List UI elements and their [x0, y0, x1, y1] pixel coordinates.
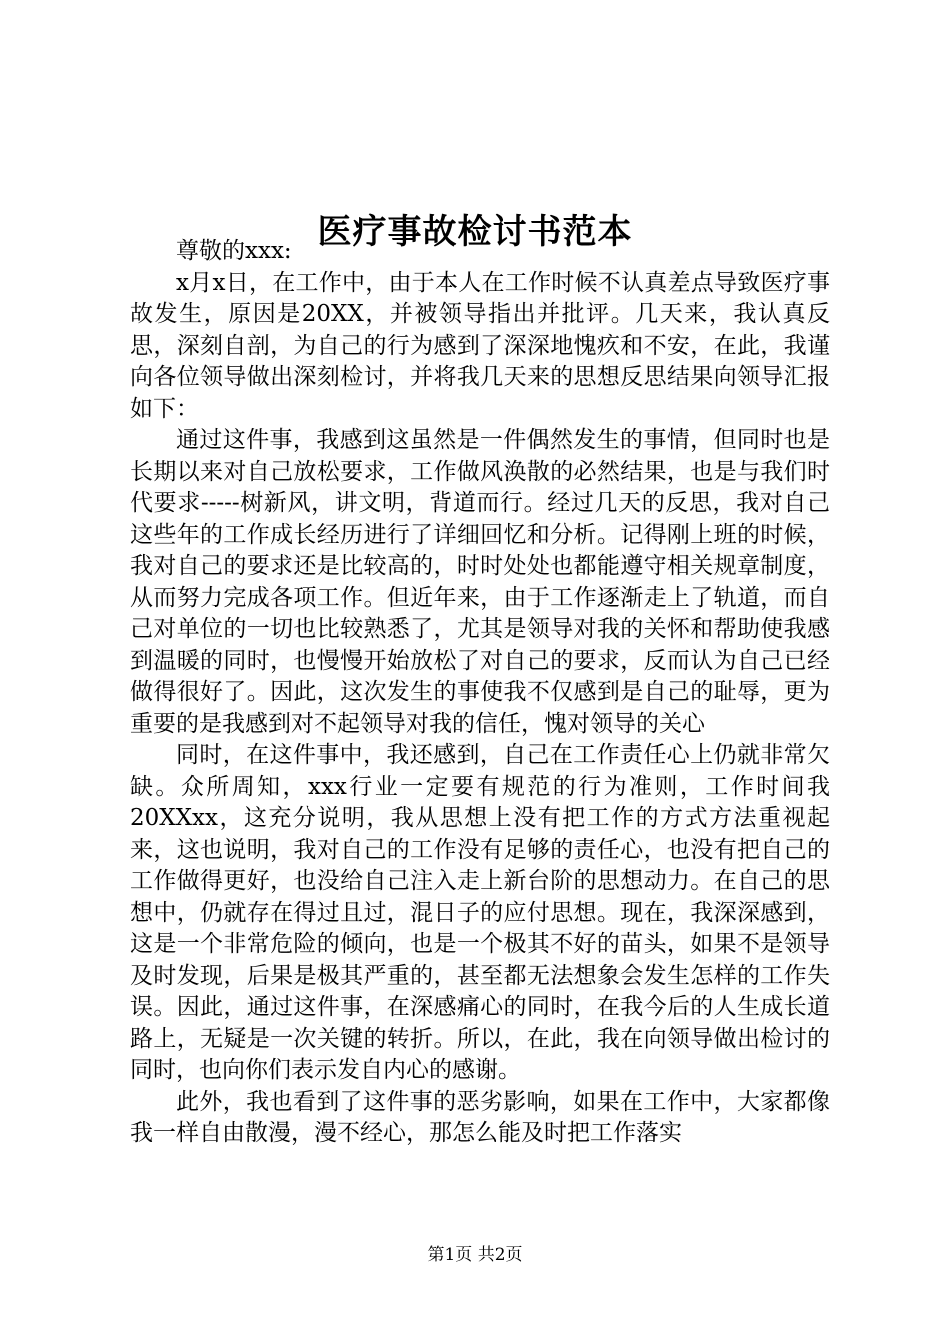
paragraph-1: x月x日，在工作中，由于本人在工作时候不认真差点导致医疗事故发生，原因是20XX，并被领导指出并批评。几天来，我认真反思，深刻自剖，为自己的行为感到了深深地愧疚和不安，在此，我谨向各位领导做出深刻检讨，并将我几天来的思想反思结果向领导汇报如下：	[130, 269, 830, 422]
paragraph-3: 同时，在这件事中，我还感到，自己在工作责任心上仍就非常欠缺。众所周知，xxx行业一定要有规范的行为准则，工作时间我20XXxx，这充分说明，我从思想上没有把工作的方式方法重视起来，这也说明，我对自己的工作没有足够的责任心，也没有把自己的工作做得更好，也没给自己注入走上新台阶的思想动力。在自己的思想中，仍就存在得过且过，混日子的应付思想。现在，我深深感到，这是一个非常危险的倾向，也是一个极其不好的苗头，如果不是领导及时发现，后果是极其严重的，甚至都无法想象会发生怎样的工作失误。因此，通过这件事，在深感痛心的同时，在我今后的人生成长道路上，无疑是一次关键的转折。所以，在此，我在向领导做出检讨的同时，也向你们表示发自内心的感谢。	[130, 742, 830, 1083]
document-body	[130, 236, 830, 1150]
page-number-footer: 第1页 共2页	[427, 1245, 523, 1265]
paragraph-2: 通过这件事，我感到这虽然是一件偶然发生的事情，但同时也是长期以来对自己放松要求，工作做风涣散的必然结果，也是与我们时代要求-----树新风，讲文明，背道而行。经过几天的反思，我对自己这些年的工作成长经历进行了详细回忆和分析。记得刚上班的时候，我对自己的要求还是比较高的，时时处处也都能遵守相关规章制度，从而努力完成各项工作。但近年来，由于工作逐渐走上了轨道，而自己对单位的一切也比较熟悉了，尤其是领导对我的关怀和帮助使我感到温暖的同时，也慢慢开始放松了对自己的要求，反而认为自己已经做得很好了。因此，这次发生的事使我不仅感到是自己的耻辱，更为重要的是我感到对不起领导对我的信任，愧对领导的关心	[130, 427, 830, 737]
salutation: 尊敬的xxx:	[176, 238, 292, 264]
paragraph-4: 此外，我也看到了这件事的恶劣影响，如果在工作中，大家都像我一样自由散漫，漫不经心，那怎么能及时把工作落实	[130, 1088, 830, 1146]
document-title: 医疗事故检讨书范本	[317, 211, 633, 252]
